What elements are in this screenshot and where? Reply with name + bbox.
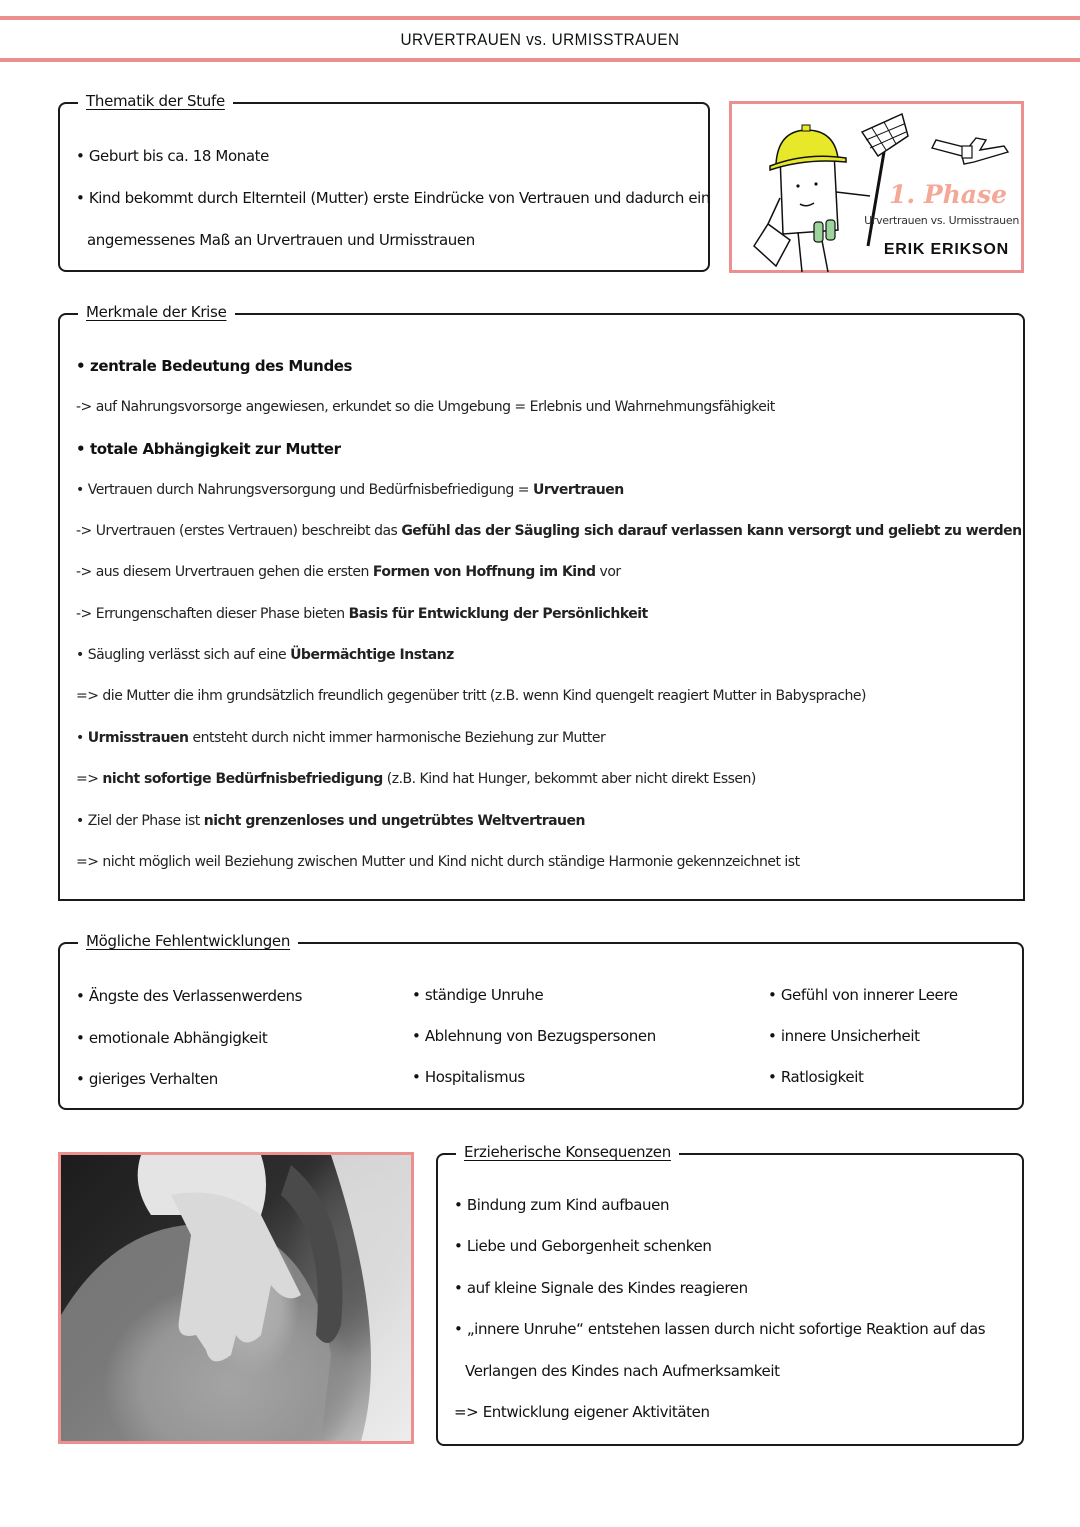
- fehlentwicklungen-box: [58, 932, 1024, 1110]
- konsequenzen-line: => Entwicklung eigener Aktivitäten: [454, 1403, 710, 1421]
- phase-author: ERIK ERIKSON: [883, 241, 1009, 258]
- baby-hand-photo: [58, 1152, 414, 1444]
- thematik-box: [58, 92, 711, 272]
- merkmale-line: • Ziel der Phase ist nicht grenzenloses und ungetrübtes Weltvertrauen: [76, 813, 585, 829]
- phase-title: 1. Phase: [889, 180, 1007, 209]
- fehlentwicklung-item: • gieriges Verhalten: [76, 1070, 218, 1088]
- page-title: URVERTRAUEN vs. URMISSTRAUEN: [400, 30, 680, 49]
- merkmale-heading: Merkmale der Krise: [78, 303, 235, 321]
- merkmale-line: => nicht möglich weil Beziehung zwischen Mutter und Kind nicht durch ständige Harmonie gekennzeichnet ist: [76, 854, 800, 870]
- fehlentwicklung-item: • Ablehnung von Bezugspersonen: [412, 1027, 656, 1045]
- butterfly-icon: [928, 134, 1012, 170]
- phase-card: [729, 101, 1024, 273]
- fehlentwicklung-item: • emotionale Abhängigkeit: [76, 1029, 268, 1047]
- konsequenzen-box: [436, 1143, 1024, 1446]
- thematik-line: angemessenes Maß an Urvertrauen und Urmisstrauen: [87, 231, 475, 249]
- konsequenzen-line: • auf kleine Signale des Kindes reagieren: [454, 1279, 748, 1297]
- konsequenzen-heading: Erzieherische Konsequenzen: [456, 1143, 679, 1161]
- merkmale-box: [58, 303, 1025, 901]
- konsequenzen-line: • Liebe und Geborgenheit schenken: [454, 1237, 712, 1255]
- merkmale-line: • Säugling verlässt sich auf eine Übermächtige Instanz: [76, 647, 454, 663]
- merkmale-line: -> Errungenschaften dieser Phase bieten Basis für Entwicklung der Persönlichkeit: [76, 606, 648, 622]
- merkmale-line: • Urmisstrauen entsteht durch nicht immer harmonische Beziehung zur Mutter: [76, 730, 606, 746]
- merkmale-line: -> aus diesem Urvertrauen gehen die ersten Formen von Hoffnung im Kind vor: [76, 564, 621, 580]
- header-rule-top: [0, 16, 1080, 20]
- fehlentwicklung-item: • Hospitalismus: [412, 1068, 525, 1086]
- merkmale-line: -> Urvertrauen (erstes Vertrauen) beschreibt das Gefühl das der Säugling sich darauf verlassen kann versorgt und geliebt zu werden: [76, 523, 1022, 539]
- merkmale-line: -> auf Nahrungsvorsorge angewiesen, erkundet so die Umgebung = Erlebnis und Wahrnehmungsfähigkeit: [76, 399, 775, 415]
- thematik-line: • Geburt bis ca. 18 Monate: [76, 147, 269, 165]
- konsequenzen-line: • „innere Unruhe“ entstehen lassen durch nicht sofortige Reaktion auf das: [454, 1320, 986, 1338]
- fehlentwicklung-item: • Ängste des Verlassenwerdens: [76, 987, 303, 1005]
- merkmale-line: • zentrale Bedeutung des Mundes: [76, 357, 353, 375]
- phase-subtitle: Urvertrauen vs. Urmisstrauen: [864, 214, 1019, 227]
- thematik-line: • Kind bekommt durch Elternteil (Mutter) erste Eindrücke von Vertrauen und dadurch ein: [76, 189, 711, 207]
- thematik-heading: Thematik der Stufe: [78, 92, 233, 110]
- merkmale-line: => nicht sofortige Bedürfnisbefriedigung (z.B. Kind hat Hunger, bekommt aber nicht direkt Essen): [76, 771, 756, 787]
- fehlentwicklung-item: • Ratlosigkeit: [768, 1068, 864, 1086]
- fehlentwicklung-item: • ständige Unruhe: [412, 986, 544, 1004]
- konsequenzen-line: • Bindung zum Kind aufbauen: [454, 1196, 670, 1214]
- merkmale-line: • Vertrauen durch Nahrungsversorgung und Bedürfnisbefriedigung = Urvertrauen: [76, 482, 624, 498]
- fehlentwicklung-item: • innere Unsicherheit: [768, 1027, 920, 1045]
- hands-photo-icon: [61, 1155, 411, 1441]
- header-rule-bottom: [0, 58, 1080, 62]
- merkmale-line: => die Mutter die ihm grundsätzlich freundlich gegenüber tritt (z.B. wenn Kind quengelt reagiert Mutter in Babysprache): [76, 688, 867, 704]
- fehlentwicklungen-heading: Mögliche Fehlentwicklungen: [78, 932, 298, 950]
- merkmale-line: • totale Abhängigkeit zur Mutter: [76, 440, 341, 458]
- fehlentwicklung-item: • Gefühl von innerer Leere: [768, 986, 958, 1004]
- konsequenzen-line: Verlangen des Kindes nach Aufmerksamkeit: [465, 1362, 780, 1380]
